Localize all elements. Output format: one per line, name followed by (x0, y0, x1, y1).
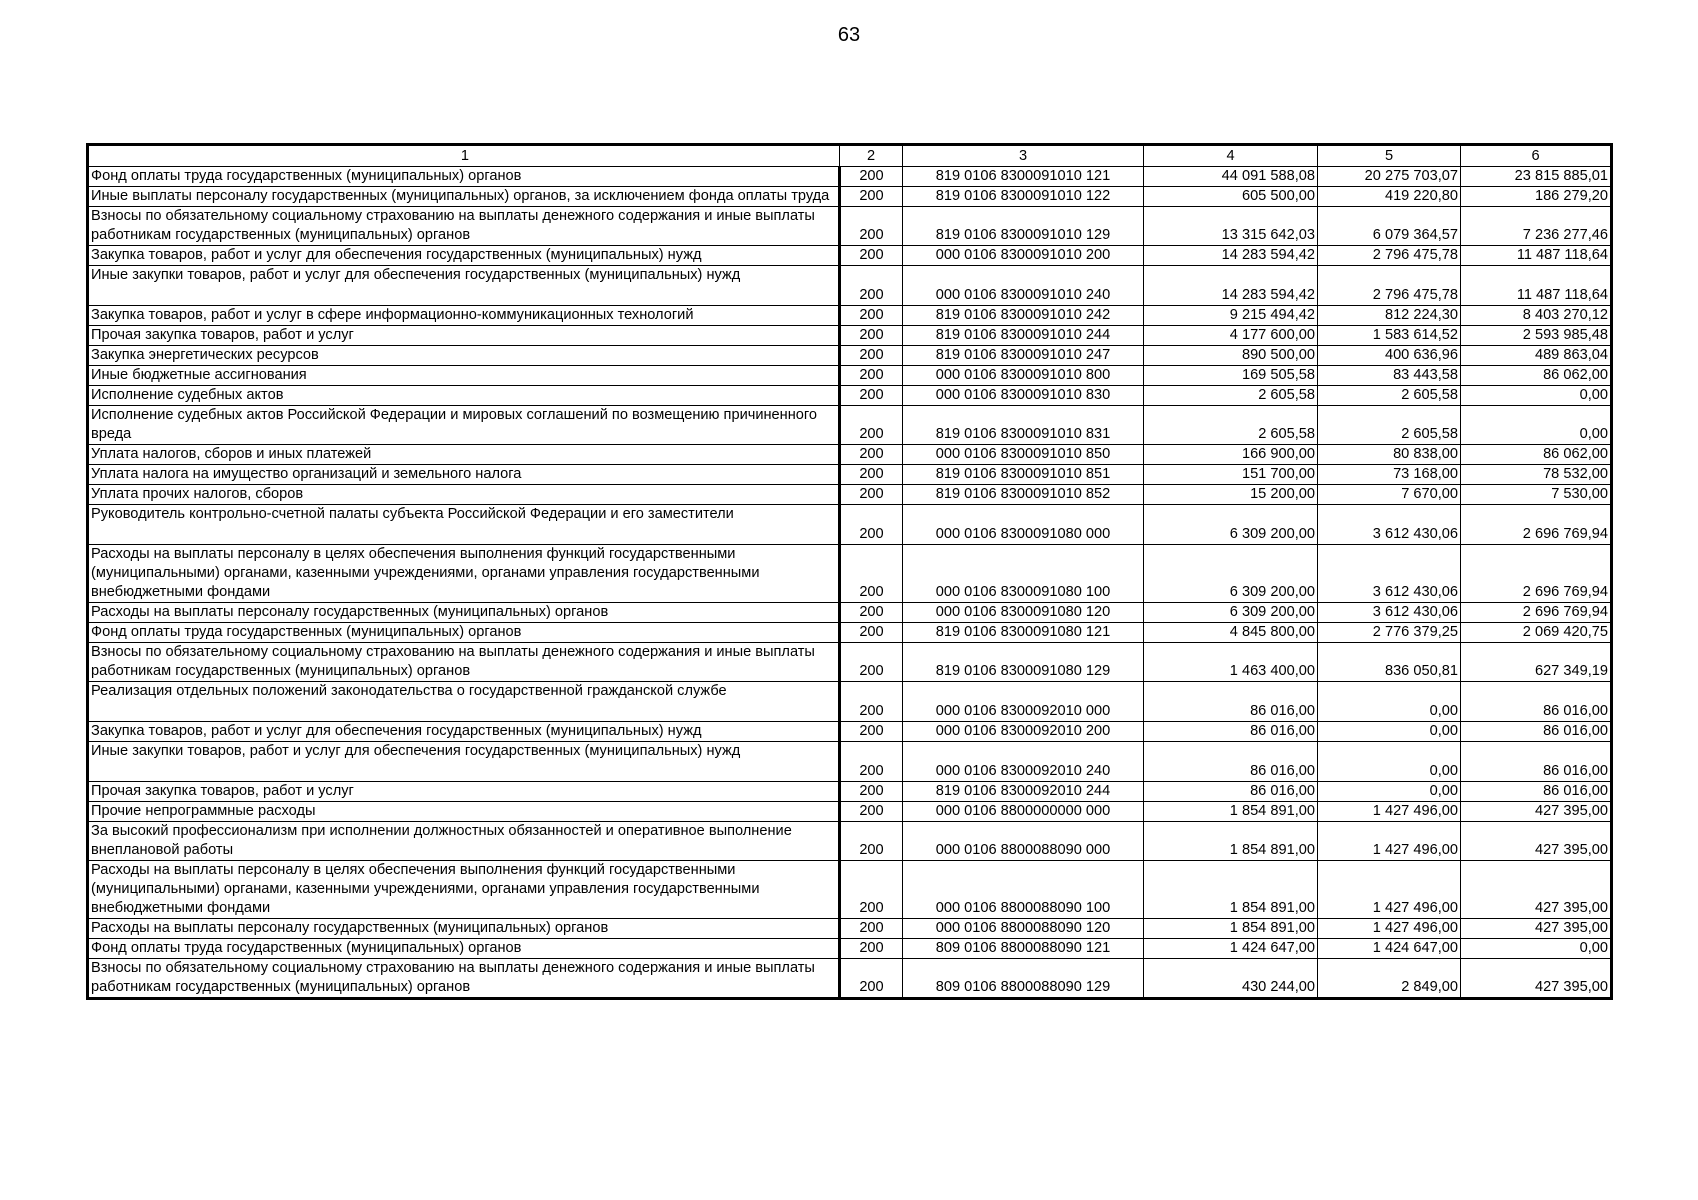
row-line-code: 200 (840, 406, 903, 445)
row-value-col5: 1 427 496,00 (1318, 822, 1461, 861)
row-description: Взносы по обязательному социальному страхованию на выплаты денежного содержания и иные выплаты работникам государственных (муниципальных) органов (88, 643, 840, 682)
row-value-col6: 427 395,00 (1461, 959, 1612, 999)
row-value-col5: 80 838,00 (1318, 445, 1461, 465)
row-budget-code: 000 0106 8300091080 100 (903, 545, 1144, 603)
column-header-4: 4 (1144, 145, 1318, 167)
row-budget-code: 000 0106 8300092010 000 (903, 682, 1144, 722)
row-description: Уплата налога на имущество организаций и земельного налога (88, 465, 840, 485)
row-description: Иные выплаты персоналу государственных (муниципальных) органов, за исключением фонда оплаты труда (88, 187, 840, 207)
table-row (88, 682, 1612, 722)
row-description: Исполнение судебных актов Российской Федерации и мировых соглашений по возмещению причиненного вреда (88, 406, 840, 445)
row-value-col5: 20 275 703,07 (1318, 167, 1461, 187)
row-value-col5: 2 776 379,25 (1318, 623, 1461, 643)
row-value-col5: 2 849,00 (1318, 959, 1461, 999)
row-value-col5: 0,00 (1318, 682, 1461, 722)
row-line-code: 200 (840, 623, 903, 643)
row-value-col6: 23 815 885,01 (1461, 167, 1612, 187)
table-row (88, 939, 1612, 959)
row-value-col5: 3 612 430,06 (1318, 545, 1461, 603)
row-value-col6: 489 863,04 (1461, 346, 1612, 366)
row-budget-code: 000 0106 8300092010 200 (903, 722, 1144, 742)
row-value-col5: 2 605,58 (1318, 406, 1461, 445)
row-budget-code: 000 0106 8300092010 240 (903, 742, 1144, 782)
row-value-col4: 13 315 642,03 (1144, 207, 1318, 246)
table-row (88, 246, 1612, 266)
table-row (88, 366, 1612, 386)
row-description: Реализация отдельных положений законодательства о государственной гражданской службе (88, 682, 840, 722)
row-budget-code: 819 0106 8300091010 852 (903, 485, 1144, 505)
row-description: Прочая закупка товаров, работ и услуг (88, 782, 840, 802)
table-row (88, 167, 1612, 187)
row-description: Фонд оплаты труда государственных (муниципальных) органов (88, 939, 840, 959)
row-line-code: 200 (840, 682, 903, 722)
row-budget-code: 000 0106 8300091010 800 (903, 366, 1144, 386)
row-budget-code: 819 0106 8300091010 129 (903, 207, 1144, 246)
row-line-code: 200 (840, 939, 903, 959)
row-value-col6: 86 016,00 (1461, 682, 1612, 722)
row-line-code: 200 (840, 822, 903, 861)
column-number-row (88, 145, 1612, 167)
row-line-code: 200 (840, 919, 903, 939)
page-number: 63 (837, 24, 861, 46)
row-value-col6: 86 016,00 (1461, 722, 1612, 742)
row-value-col4: 1 854 891,00 (1144, 861, 1318, 919)
table-row (88, 207, 1612, 246)
row-value-col4: 15 200,00 (1144, 485, 1318, 505)
row-value-col4: 9 215 494,42 (1144, 306, 1318, 326)
row-budget-code: 819 0106 8300091080 129 (903, 643, 1144, 682)
row-value-col6: 427 395,00 (1461, 919, 1612, 939)
table-row (88, 802, 1612, 822)
row-value-col6: 8 403 270,12 (1461, 306, 1612, 326)
row-budget-code: 809 0106 8800088090 129 (903, 959, 1144, 999)
row-line-code: 200 (840, 485, 903, 505)
row-value-col4: 1 854 891,00 (1144, 919, 1318, 939)
row-value-col5: 400 636,96 (1318, 346, 1461, 366)
row-value-col5: 836 050,81 (1318, 643, 1461, 682)
table-row (88, 643, 1612, 682)
row-description: Прочие непрограммные расходы (88, 802, 840, 822)
budget-table (86, 143, 1613, 1000)
row-description: Фонд оплаты труда государственных (муниципальных) органов (88, 167, 840, 187)
row-description: За высокий профессионализм при исполнении должностных обязанностей и оперативное выполнение внеплановой работы (88, 822, 840, 861)
row-budget-code: 819 0106 8300091010 244 (903, 326, 1144, 346)
row-budget-code: 000 0106 8800000000 000 (903, 802, 1144, 822)
row-value-col6: 0,00 (1461, 386, 1612, 406)
row-description: Закупка энергетических ресурсов (88, 346, 840, 366)
row-value-col4: 169 505,58 (1144, 366, 1318, 386)
row-value-col5: 3 612 430,06 (1318, 603, 1461, 623)
row-value-col6: 2 069 420,75 (1461, 623, 1612, 643)
row-value-col6: 86 062,00 (1461, 366, 1612, 386)
row-description: Иные закупки товаров, работ и услуг для обеспечения государственных (муниципальных) нужд (88, 742, 840, 782)
row-value-col5: 0,00 (1318, 742, 1461, 782)
table-row (88, 545, 1612, 603)
row-value-col4: 890 500,00 (1144, 346, 1318, 366)
row-budget-code: 819 0106 8300091010 247 (903, 346, 1144, 366)
row-value-col4: 166 900,00 (1144, 445, 1318, 465)
table-row (88, 722, 1612, 742)
table-row (88, 959, 1612, 999)
table-row (88, 187, 1612, 207)
row-value-col5: 0,00 (1318, 782, 1461, 802)
row-value-col4: 6 309 200,00 (1144, 505, 1318, 545)
row-budget-code: 000 0106 8800088090 100 (903, 861, 1144, 919)
table-row (88, 505, 1612, 545)
table-row (88, 445, 1612, 465)
row-value-col5: 0,00 (1318, 722, 1461, 742)
row-value-col5: 1 427 496,00 (1318, 802, 1461, 822)
row-line-code: 200 (840, 187, 903, 207)
table-row (88, 386, 1612, 406)
row-line-code: 200 (840, 266, 903, 306)
row-line-code: 200 (840, 959, 903, 999)
row-line-code: 200 (840, 326, 903, 346)
row-description: Уплата прочих налогов, сборов (88, 485, 840, 505)
row-description: Расходы на выплаты персоналу в целях обеспечения выполнения функций государственными (муниципальными) органами, казенными учреждениями, органами управления государственными внебюджетными фондами (88, 861, 840, 919)
row-description: Закупка товаров, работ и услуг для обеспечения государственных (муниципальных) нужд (88, 722, 840, 742)
table-row (88, 742, 1612, 782)
row-value-col5: 6 079 364,57 (1318, 207, 1461, 246)
row-value-col5: 419 220,80 (1318, 187, 1461, 207)
row-line-code: 200 (840, 366, 903, 386)
column-header-3: 3 (903, 145, 1144, 167)
row-budget-code: 819 0106 8300091010 121 (903, 167, 1144, 187)
row-value-col4: 44 091 588,08 (1144, 167, 1318, 187)
row-line-code: 200 (840, 545, 903, 603)
row-budget-code: 000 0106 8800088090 000 (903, 822, 1144, 861)
row-value-col5: 2 796 475,78 (1318, 246, 1461, 266)
row-value-col4: 2 605,58 (1144, 386, 1318, 406)
row-line-code: 200 (840, 505, 903, 545)
row-line-code: 200 (840, 465, 903, 485)
row-value-col6: 86 062,00 (1461, 445, 1612, 465)
row-value-col6: 186 279,20 (1461, 187, 1612, 207)
row-line-code: 200 (840, 603, 903, 623)
row-budget-code: 000 0106 8300091010 240 (903, 266, 1144, 306)
row-value-col6: 7 236 277,46 (1461, 207, 1612, 246)
row-budget-code: 000 0106 8300091010 850 (903, 445, 1144, 465)
row-value-col6: 86 016,00 (1461, 742, 1612, 782)
row-budget-code: 819 0106 8300091010 122 (903, 187, 1144, 207)
row-value-col5: 83 443,58 (1318, 366, 1461, 386)
row-value-col5: 73 168,00 (1318, 465, 1461, 485)
column-header-6: 6 (1461, 145, 1612, 167)
column-header-5: 5 (1318, 145, 1461, 167)
row-value-col5: 1 427 496,00 (1318, 919, 1461, 939)
row-description: Закупка товаров, работ и услуг в сфере информационно-коммуникационных технологий (88, 306, 840, 326)
row-description: Руководитель контрольно-счетной палаты субъекта Российской Федерации и его заместители (88, 505, 840, 545)
table-row (88, 266, 1612, 306)
row-budget-code: 819 0106 8300091010 851 (903, 465, 1144, 485)
row-value-col4: 1 463 400,00 (1144, 643, 1318, 682)
row-line-code: 200 (840, 861, 903, 919)
row-value-col5: 1 583 614,52 (1318, 326, 1461, 346)
row-value-col6: 11 487 118,64 (1461, 266, 1612, 306)
row-value-col4: 1 854 891,00 (1144, 822, 1318, 861)
row-value-col6: 427 395,00 (1461, 802, 1612, 822)
row-value-col4: 14 283 594,42 (1144, 246, 1318, 266)
column-header-1: 1 (88, 145, 840, 167)
row-description: Фонд оплаты труда государственных (муниципальных) органов (88, 623, 840, 643)
row-value-col5: 2 605,58 (1318, 386, 1461, 406)
row-budget-code: 819 0106 8300091080 121 (903, 623, 1144, 643)
table-row (88, 919, 1612, 939)
row-description: Прочая закупка товаров, работ и услуг (88, 326, 840, 346)
row-description: Расходы на выплаты персоналу государственных (муниципальных) органов (88, 919, 840, 939)
row-value-col4: 4 177 600,00 (1144, 326, 1318, 346)
row-budget-code: 819 0106 8300092010 244 (903, 782, 1144, 802)
row-value-col5: 1 427 496,00 (1318, 861, 1461, 919)
row-line-code: 200 (840, 346, 903, 366)
table-row (88, 346, 1612, 366)
table-row (88, 861, 1612, 919)
table-row (88, 603, 1612, 623)
table-row (88, 782, 1612, 802)
row-description: Расходы на выплаты персоналу в целях обеспечения выполнения функций государственными (муниципальными) органами, казенными учреждениями, органами управления государственными внебюджетными фондами (88, 545, 840, 603)
column-header-2: 2 (840, 145, 903, 167)
row-value-col4: 2 605,58 (1144, 406, 1318, 445)
row-line-code: 200 (840, 722, 903, 742)
row-value-col4: 86 016,00 (1144, 682, 1318, 722)
row-value-col5: 2 796 475,78 (1318, 266, 1461, 306)
row-budget-code: 819 0106 8300091010 242 (903, 306, 1144, 326)
row-value-col6: 11 487 118,64 (1461, 246, 1612, 266)
row-value-col6: 78 532,00 (1461, 465, 1612, 485)
row-description: Уплата налогов, сборов и иных платежей (88, 445, 840, 465)
row-value-col4: 430 244,00 (1144, 959, 1318, 999)
row-value-col6: 427 395,00 (1461, 822, 1612, 861)
table-row (88, 485, 1612, 505)
row-value-col6: 2 593 985,48 (1461, 326, 1612, 346)
row-value-col6: 2 696 769,94 (1461, 545, 1612, 603)
row-budget-code: 000 0106 8300091080 000 (903, 505, 1144, 545)
table-row (88, 326, 1612, 346)
row-budget-code: 000 0106 8300091010 200 (903, 246, 1144, 266)
table-row (88, 465, 1612, 485)
row-value-col6: 7 530,00 (1461, 485, 1612, 505)
row-description: Иные бюджетные ассигнования (88, 366, 840, 386)
row-description: Иные закупки товаров, работ и услуг для обеспечения государственных (муниципальных) нужд (88, 266, 840, 306)
row-line-code: 200 (840, 742, 903, 782)
row-description: Исполнение судебных актов (88, 386, 840, 406)
row-value-col4: 86 016,00 (1144, 742, 1318, 782)
row-value-col4: 4 845 800,00 (1144, 623, 1318, 643)
row-value-col4: 1 424 647,00 (1144, 939, 1318, 959)
row-budget-code: 819 0106 8300091010 831 (903, 406, 1144, 445)
row-budget-code: 000 0106 8300091080 120 (903, 603, 1144, 623)
row-description: Взносы по обязательному социальному страхованию на выплаты денежного содержания и иные выплаты работникам государственных (муниципальных) органов (88, 207, 840, 246)
row-description: Закупка товаров, работ и услуг для обеспечения государственных (муниципальных) нужд (88, 246, 840, 266)
row-line-code: 200 (840, 207, 903, 246)
row-value-col4: 86 016,00 (1144, 782, 1318, 802)
row-value-col4: 6 309 200,00 (1144, 545, 1318, 603)
row-value-col4: 86 016,00 (1144, 722, 1318, 742)
row-value-col4: 151 700,00 (1144, 465, 1318, 485)
row-line-code: 200 (840, 802, 903, 822)
table-row (88, 306, 1612, 326)
row-value-col5: 1 424 647,00 (1318, 939, 1461, 959)
row-value-col4: 14 283 594,42 (1144, 266, 1318, 306)
row-value-col6: 86 016,00 (1461, 782, 1612, 802)
row-value-col4: 6 309 200,00 (1144, 603, 1318, 623)
row-line-code: 200 (840, 167, 903, 187)
row-description: Взносы по обязательному социальному страхованию на выплаты денежного содержания и иные выплаты работникам государственных (муниципальных) органов (88, 959, 840, 999)
table-row (88, 623, 1612, 643)
row-budget-code: 000 0106 8300091010 830 (903, 386, 1144, 406)
row-value-col6: 0,00 (1461, 939, 1612, 959)
row-line-code: 200 (840, 643, 903, 682)
row-value-col5: 7 670,00 (1318, 485, 1461, 505)
row-budget-code: 809 0106 8800088090 121 (903, 939, 1144, 959)
row-value-col5: 3 612 430,06 (1318, 505, 1461, 545)
row-line-code: 200 (840, 782, 903, 802)
row-line-code: 200 (840, 306, 903, 326)
row-line-code: 200 (840, 445, 903, 465)
table-row (88, 822, 1612, 861)
row-budget-code: 000 0106 8800088090 120 (903, 919, 1144, 939)
row-value-col6: 427 395,00 (1461, 861, 1612, 919)
row-line-code: 200 (840, 386, 903, 406)
row-value-col6: 2 696 769,94 (1461, 505, 1612, 545)
row-value-col6: 627 349,19 (1461, 643, 1612, 682)
row-value-col4: 1 854 891,00 (1144, 802, 1318, 822)
row-description: Расходы на выплаты персоналу государственных (муниципальных) органов (88, 603, 840, 623)
row-value-col6: 0,00 (1461, 406, 1612, 445)
row-value-col4: 605 500,00 (1144, 187, 1318, 207)
row-value-col6: 2 696 769,94 (1461, 603, 1612, 623)
row-line-code: 200 (840, 246, 903, 266)
table-row (88, 406, 1612, 445)
row-value-col5: 812 224,30 (1318, 306, 1461, 326)
